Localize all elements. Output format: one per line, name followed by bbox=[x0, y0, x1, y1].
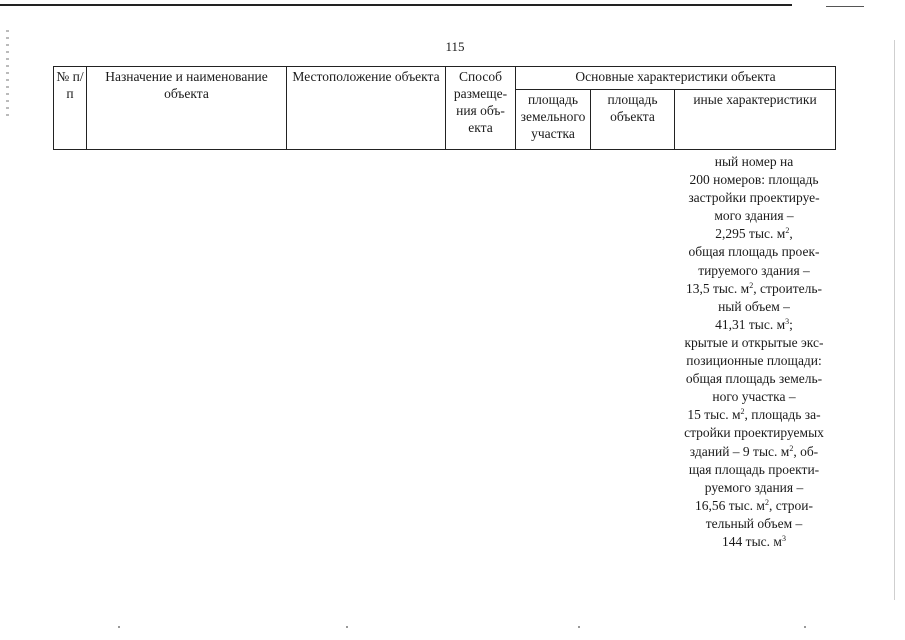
text-line: 13,5 тыс. $м^2$, строитель- bbox=[685, 280, 823, 296]
scan-tick bbox=[804, 626, 806, 628]
header-col-number: № п/п bbox=[54, 67, 87, 150]
scan-tick bbox=[346, 626, 348, 628]
header-sub-other: иные характеристики bbox=[675, 90, 836, 150]
text-line: 41,31 тыс. $м^3$; bbox=[715, 316, 793, 332]
scan-tick bbox=[578, 626, 580, 628]
text-line: руемого здания – bbox=[704, 479, 804, 495]
text-line: крытые и открытые экс- bbox=[684, 334, 824, 350]
scan-edge-line bbox=[894, 40, 895, 600]
text-line: 2,295 тыс. $м^2$, bbox=[715, 226, 793, 242]
header-sub-land-area: площадь земельного участка bbox=[516, 90, 591, 150]
text-line: позиционные площади: bbox=[686, 353, 822, 369]
header-sub-object-area: площадь объекта bbox=[591, 90, 675, 150]
text-line: мого здания – bbox=[714, 208, 794, 224]
page-number: 115 bbox=[445, 39, 465, 54]
other-characteristics-text bbox=[674, 153, 834, 551]
text-line: тируемого здания – bbox=[698, 262, 810, 278]
text-line: общая площадь проек- bbox=[688, 244, 820, 260]
text-line: ный объем – bbox=[718, 298, 790, 314]
text-line: тельный объем – bbox=[705, 515, 803, 531]
text-line: ного участка – bbox=[712, 389, 796, 405]
header-col-name: Назначение и наименование объекта bbox=[87, 67, 287, 150]
text-line: зданий – 9 тыс. $м^2$, об- bbox=[689, 443, 819, 459]
header-col-characteristics: Основные характеристики объекта bbox=[516, 67, 836, 90]
table-header bbox=[53, 66, 836, 150]
text-line: общая площадь земель- bbox=[685, 371, 823, 387]
text-line: стройки проектируемых bbox=[684, 425, 824, 441]
text-line: 16,56 тыс. $м^2$, строи- bbox=[694, 497, 814, 513]
text-line: застройки проектируе- bbox=[688, 190, 820, 206]
scan-margin-marks bbox=[6, 30, 9, 120]
text-line: ный номер на bbox=[714, 154, 794, 169]
text-line: 200 номеров: площадь bbox=[689, 172, 819, 188]
header-col-location: Местоположение объекта bbox=[287, 67, 446, 150]
top-border-line bbox=[0, 4, 792, 6]
header-col-method: Способ размеще-ния объ-екта bbox=[446, 67, 516, 150]
top-border-fragment bbox=[826, 6, 864, 7]
text-line: 15 тыс. $м^2$, площадь за- bbox=[687, 407, 821, 423]
text-line: 144 тыс. $м^3$ bbox=[722, 533, 786, 549]
scan-tick bbox=[118, 626, 120, 628]
text-line: щая площадь проекти- bbox=[688, 461, 820, 477]
